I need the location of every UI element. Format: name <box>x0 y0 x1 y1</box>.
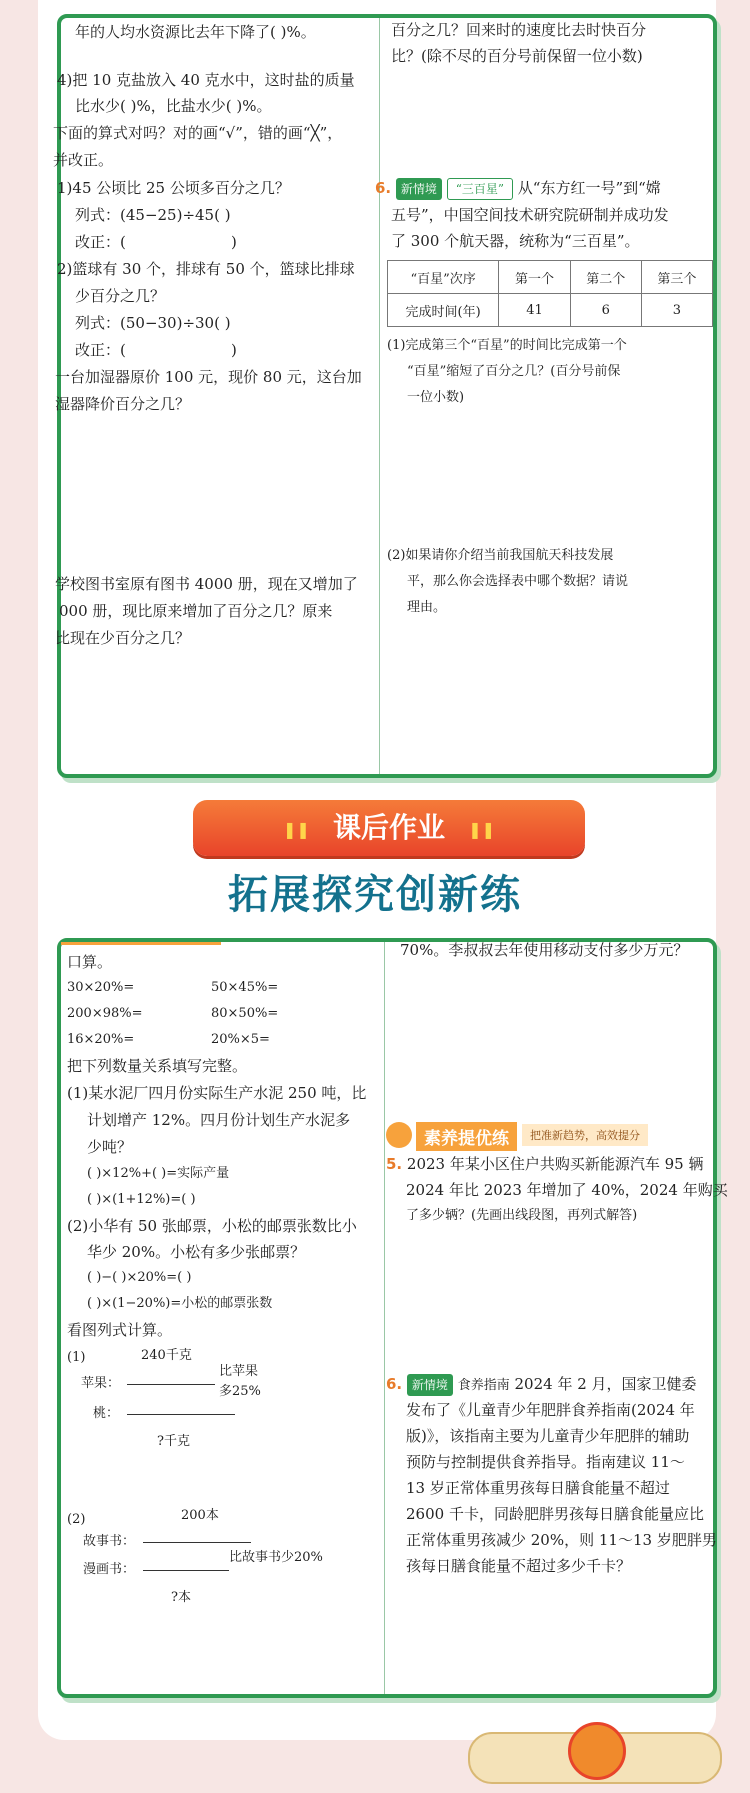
table-cell: 第一个 <box>499 261 570 294</box>
text-line: 13 岁正常体重男孩每日膳食能量不超过 <box>406 1479 670 1497</box>
section-title: 素养提优练 <box>416 1122 517 1151</box>
segment-line <box>127 1384 215 1385</box>
section-subtitle: 拓展探究创新练 <box>228 872 522 918</box>
bottom-exercise-panel <box>57 938 728 1698</box>
text-line: 湿器降价百分之几？ <box>55 395 191 413</box>
text-line: 一台加湿器原价 100 元，现价 80 元，这台加 <box>55 368 362 386</box>
mental-math-item: 50×45%= <box>211 980 279 995</box>
text-line: 2)篮球有 30 个，排球有 50 个，篮球比排球 <box>57 260 355 278</box>
close-paren: ) <box>231 341 237 359</box>
tag-topic: “三百星” <box>447 178 513 200</box>
table-cell: 第三个 <box>641 261 712 294</box>
close-paren: ) <box>231 233 237 251</box>
table-row <box>388 294 713 327</box>
mascot-icon <box>386 1122 412 1148</box>
table-cell: 完成时间(年) <box>388 294 499 327</box>
text-line: 4)把 10 克盐放入 40 克水中，这时盐的质量 <box>57 71 355 89</box>
text-line: (2)小华有 50 张邮票，小松的邮票张数比小 <box>67 1217 357 1235</box>
text-line: 一位小数) <box>407 390 465 405</box>
segment-line <box>127 1414 235 1415</box>
segment-line <box>143 1542 251 1543</box>
tag-new-context: 新情境 <box>396 178 442 200</box>
diagram-label: (1) <box>67 1350 86 1365</box>
diagram-row-label: 苹果： <box>81 1376 121 1391</box>
text-line: 改正：( <box>75 233 126 251</box>
diagram-total-label: 200本 <box>181 1508 219 1523</box>
mental-math-item: 16×20%= <box>67 1032 135 1047</box>
text-line: 口算。 <box>67 953 113 971</box>
top-exercise-panel <box>53 14 717 778</box>
text-line: 版)》，该指南主要为儿童青少年肥胖的辅助 <box>406 1427 690 1445</box>
tag-new-context: 新情境 <box>407 1374 453 1396</box>
text-line: 并改正。 <box>53 151 114 169</box>
text-line: 平，那么你会选择表中哪个数据？请说 <box>407 574 629 589</box>
question-number: 6. <box>375 179 392 197</box>
text-line: 2023 年某小区住户共购买新能源汽车 95 辆 <box>406 1155 704 1173</box>
mental-math-item: 20%×5= <box>211 1032 270 1047</box>
text-line: 华少 20%。小松有多少张邮票？ <box>87 1243 306 1261</box>
text-line: ( )×12%+( )=实际产量 <box>87 1166 230 1181</box>
text-line: 正常体重男孩减少 20%，则 11～13 岁肥胖男 <box>406 1531 717 1549</box>
table-cell: 第二个 <box>570 261 641 294</box>
text-line: 把下列数量关系填写完整。 <box>67 1057 248 1075</box>
column-divider <box>379 18 380 774</box>
table-cell: “百星”次序 <box>388 261 499 294</box>
table-cell: 6 <box>570 294 641 327</box>
diagram-note: 多25% <box>219 1384 261 1399</box>
text-line: 列式：(45−25)÷45( ) <box>75 206 231 224</box>
text-line: (2)如果请你介绍当前我国航天科技发展 <box>387 548 614 563</box>
question-6 <box>375 178 661 200</box>
bottom-left-column <box>61 942 383 1694</box>
text-line: 比现在少百分之几？ <box>55 629 191 647</box>
diagram-note: 比故事书少20% <box>229 1550 323 1565</box>
diagram-row-label: 桃： <box>93 1406 120 1421</box>
text-line: 计划增产 12%。四月份计划生产水泥多 <box>87 1111 351 1129</box>
segment-line <box>143 1570 229 1571</box>
table-header-row <box>388 261 713 294</box>
diagram-label: (2) <box>67 1512 86 1527</box>
column-divider <box>384 942 385 1694</box>
section-subtitle: 把准新趋势，高效提分 <box>522 1124 648 1146</box>
text-line: ( )×(1−20%)=小松的邮票张数 <box>87 1296 273 1311</box>
text-line: 70%。李叔叔去年使用移动支付多少万元？ <box>400 941 689 959</box>
text-line: (1)某水泥厂四月份实际生产水泥 250 吨，比 <box>67 1084 367 1102</box>
quote-mark-icon: ❚❚ <box>468 820 495 839</box>
text-line: 比水少( )%，比盐水少( )%。 <box>75 97 272 115</box>
text-line: 000 册，现比原来增加了百分之几？原来 <box>59 602 333 620</box>
mental-math-item: 200×98%= <box>67 1006 143 1021</box>
question-number: 5. <box>386 1155 403 1173</box>
text-line: 2024 年 2 月，国家卫健委 <box>514 1375 697 1393</box>
text-line: 2600 千卡，同龄肥胖男孩每日膳食能量应比 <box>406 1505 704 1523</box>
mental-math-item: 80×50%= <box>211 1006 279 1021</box>
text-line: 2024 年比 2023 年增加了 40%，2024 年购买 <box>406 1181 728 1199</box>
text-line: 1)45 公顷比 25 公顷多百分之几？ <box>57 179 290 197</box>
text-line: 理由。 <box>407 600 447 615</box>
diagram-total-label: 240千克 <box>141 1348 192 1363</box>
diagram-row-label: 故事书： <box>83 1534 136 1549</box>
text-line: 年的人均水资源比去年下降了( )%。 <box>75 23 316 41</box>
text-line: 了多少辆？(先画出线段图，再列式解答) <box>406 1208 638 1223</box>
text-line: 了 300 个航天器，统称为“三百星”。 <box>391 232 640 250</box>
text-line: 改正：( <box>75 341 126 359</box>
table-cell: 41 <box>499 294 570 327</box>
text-line: 学校图书室原有图书 4000 册，现在又增加了 <box>55 575 358 593</box>
text-line: 五号”，中国空间技术研究院研制并成功发 <box>391 206 669 224</box>
diagram-note: 比苹果 <box>219 1364 259 1379</box>
text-line: 百分之几？回来时的速度比去时快百分 <box>391 21 647 39</box>
text-line: 比？(除不尽的百分号前保留一位小数) <box>391 47 643 65</box>
text-line: 预防与控制提供食养指导。指南建议 11～ <box>406 1453 685 1471</box>
text-line: “百星”缩短了百分之几？(百分号前保 <box>407 364 621 379</box>
text-line: 少百分之几？ <box>75 287 166 305</box>
tag-topic: 食养指南 <box>457 1378 510 1393</box>
satellite-table <box>387 260 713 327</box>
homework-banner <box>193 800 585 856</box>
quote-mark-icon: ❚❚ <box>283 820 310 839</box>
mental-math-item: 30×20%= <box>67 980 135 995</box>
text-line: 少吨？ <box>87 1138 133 1156</box>
text-line: ( )×(1+12%)=( ) <box>87 1192 196 1207</box>
header-strip <box>61 942 221 945</box>
text-line: 列式：(50−30)÷30( ) <box>75 314 231 332</box>
text-line: 发布了《儿童青少年肥胖食养指南(2024 年 <box>406 1401 695 1419</box>
text-line: (1)完成第三个“百星”的时间比完成第一个 <box>387 338 627 353</box>
text-line: 下面的算式对吗？对的画“√”，错的画“╳”， <box>53 124 343 142</box>
diagram-row-label: 漫画书： <box>83 1562 136 1577</box>
text-line: 看图列式计算。 <box>67 1321 173 1339</box>
question-6b <box>386 1374 697 1396</box>
question-5 <box>386 1154 704 1174</box>
bottom-right-column <box>386 941 728 1694</box>
top-right-column <box>375 18 713 774</box>
question-number: 6. <box>386 1375 403 1393</box>
table-cell: 3 <box>641 294 712 327</box>
text-line: ( )−( )×20%=( ) <box>87 1270 192 1285</box>
diagram-unknown-label: ?千克 <box>157 1434 190 1449</box>
text-line: 孩每日膳食能量不超过多少千卡？ <box>406 1557 632 1575</box>
scroll-ribbon-decoration <box>468 1718 730 1788</box>
text-line: 从“东方红一号”到“嫦 <box>517 179 661 197</box>
banner-title: 课后作业 <box>332 811 445 844</box>
top-left-column <box>53 18 377 774</box>
diagram-unknown-label: ?本 <box>171 1590 191 1605</box>
